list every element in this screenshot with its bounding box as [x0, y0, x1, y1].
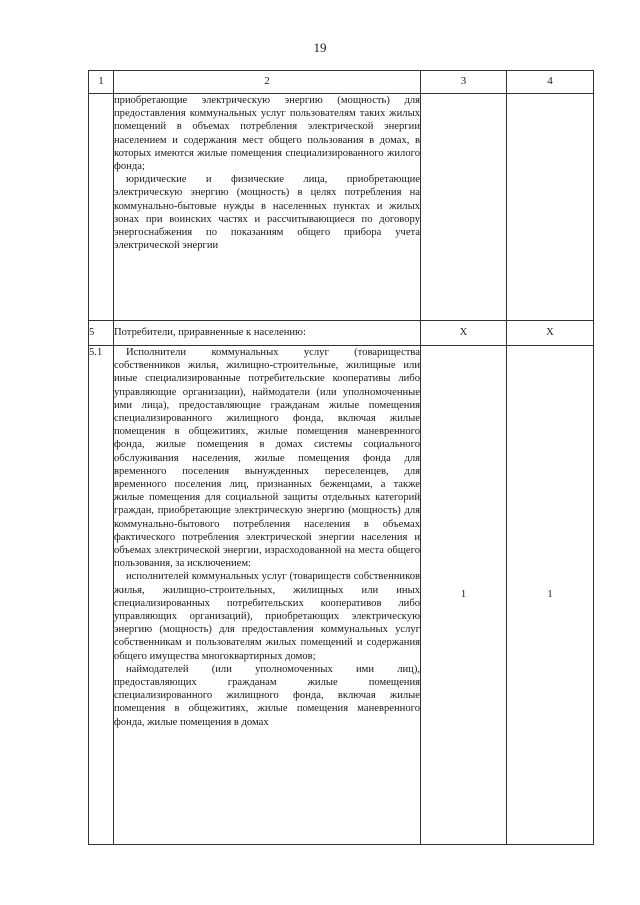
paragraph: исполнителей коммунальных услуг (товариществ собственников жилья, жилищно-строительных, жилищных или иных специализированных потребительских кооперативов либо управляющих организаций), приобретающих электрическую энергию (мощность) для предоставления коммунальных услуг собственникам и пользователям жилых помещений и содержания общего имущества многоквартирных домов; [114, 571, 420, 662]
header-cell-1: 1 [89, 71, 114, 94]
header-cell-3: 3 [421, 71, 507, 94]
row-col4-value: X [507, 321, 594, 346]
row-description [114, 321, 421, 346]
row-number [89, 94, 114, 321]
paragraph: наймодателей (или уполномоченных ими лиц), предоставляющих гражданам жилые помещения специализированного жилищного фонда, включая жилые помещения в общежитиях, жилые помещения маневренного фонда, жилые помещения в домах [114, 663, 420, 728]
row-number: 5.1 [89, 346, 114, 845]
row-col4-value: 1 [507, 346, 594, 845]
page-number: 19 [313, 40, 327, 55]
table-row [89, 346, 594, 845]
row-col3-value: 1 [421, 346, 507, 845]
table-row [89, 94, 594, 321]
table-row [89, 321, 594, 346]
header-row [89, 71, 594, 94]
paragraph: юридические и физические лица, приобретающие электрическую энергию (мощность) в целях потребления на коммунально-бытовые нужды в населенных пунктах и жилых зонах при воинских частях и рассчитывающиеся по договору энергоснабжения по показаниям общего прибора учета электрической энергии [114, 174, 420, 252]
row-description [114, 94, 421, 321]
paragraph: Исполнители коммунальных услуг (товарищества собственников жилья, жилищно-строительные, жилищные или иные специализированные потребительские кооперативы либо управляющие организации), наймодатели (или уполномоченные ими лица), предоставляющие гражданам жилые помещения специализированного жилищного фонда, включая жилые помещения в общежитиях, жилые помещения маневренного фонда, жилые помещения в домах системы социального обслуживания населения, жилые помещения фонда для временного поселения вынужденных переселенцев, для временного поселения лиц, признанных беженцами, а также жилые помещения для социальной защиты отдельных категорий граждан, приобретающие электрическую энергию (мощность) для коммунально-бытового потребления населения в объемах фактического потребления электрической энергии населения и объемах электрической энергии, израсходованной на места общего пользования, за исключением: [114, 347, 420, 570]
paragraph: Потребители, приравненные к населению: [114, 327, 306, 339]
row-col3-value: X [421, 321, 507, 346]
paragraph: приобретающие электрическую энергию (мощность) для предоставления коммунальных услуг пользователям таких жилых помещений в объемах потребления электрической энергии населением и содержания мест общего пользования в домах, в которых имеются жилые помещения специализированного жилого фонда; [114, 95, 420, 173]
row-col4-value [507, 94, 594, 321]
tariff-table [88, 70, 594, 845]
row-number: 5 [89, 321, 114, 346]
row-col3-value [421, 94, 507, 321]
header-cell-4: 4 [507, 71, 594, 94]
header-cell-2: 2 [114, 71, 421, 94]
row-description [114, 346, 421, 845]
